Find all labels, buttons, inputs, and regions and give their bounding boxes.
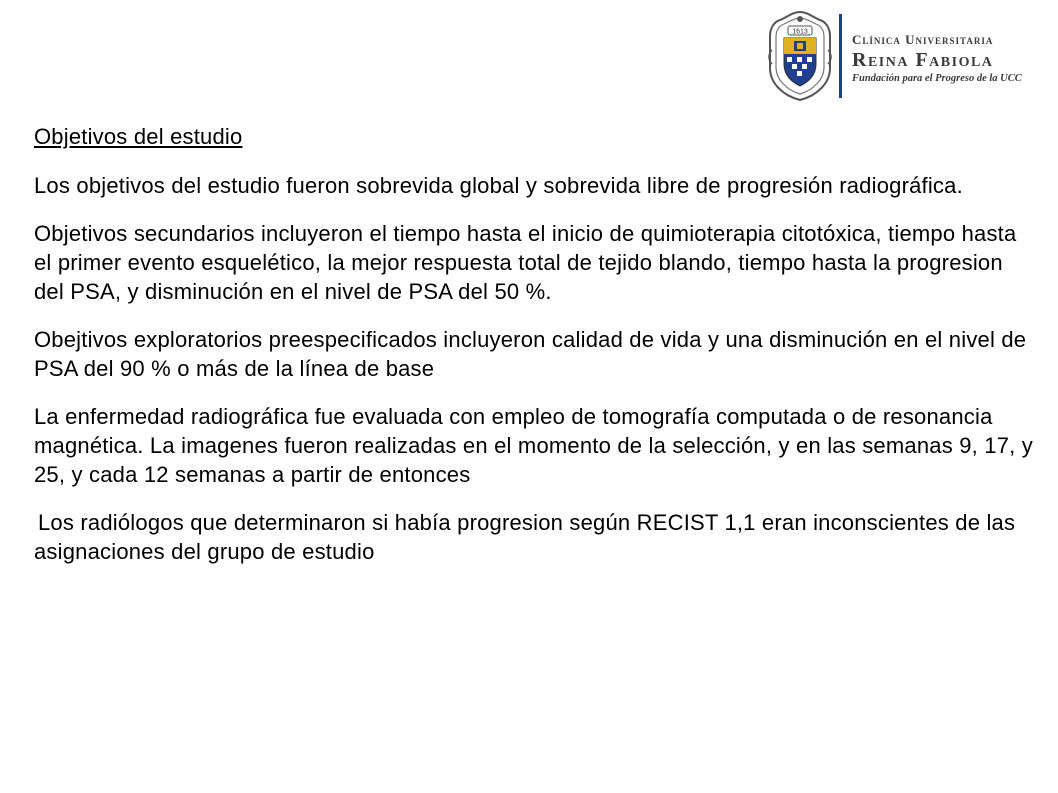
slide-content [34, 122, 1034, 585]
paragraph-radiologists: Los radiólogos que determinaron si había progresion según RECIST 1,1 eran inconscientes de las asignaciones del grupo de estudio [34, 510, 1016, 564]
logo-tagline: Fundación para el Progreso de la UCC [852, 73, 1022, 84]
paragraph-exploratory-objectives: Obejtivos exploratorios preespecificados incluyeron calidad de vida y una disminución en el nivel de PSA del 90 % o más de la línea de base [34, 327, 1027, 381]
logo-wordmark [852, 32, 1052, 86]
crest-icon [766, 10, 834, 102]
logo-institution-name: Reina Fabiola [852, 49, 994, 71]
section-heading: Objetivos del estudio [34, 124, 243, 149]
university-logo [766, 8, 1056, 106]
paragraph-radiographic-evaluation: La enfermedad radiográfica fue evaluada con empleo de tomografía computada o de resonancia magnética. La imagenes fueron realizadas en el momento de la selección, y en las semanas 9, 17, y 25, y cada 12 semanas a partir de entonces [34, 404, 1033, 487]
paragraph-secondary-objectives: Objetivos secundarios incluyeron el tiempo hasta el inicio de quimioterapia citotóxica, tiempo hasta el primer evento esquelético, la mejor respuesta total de tejido blando, tiempo hasta la progresion del PSA, y disminución en el nivel de PSA del 50 %. [34, 221, 1017, 304]
crest-year: 1613 [792, 28, 808, 36]
logo-institution-type: Clínica Universitaria [852, 32, 994, 47]
logo-divider [839, 14, 842, 98]
paragraph-primary-objectives: Los objetivos del estudio fueron sobrevida global y sobrevida libre de progresión radiográfica. [34, 173, 963, 198]
